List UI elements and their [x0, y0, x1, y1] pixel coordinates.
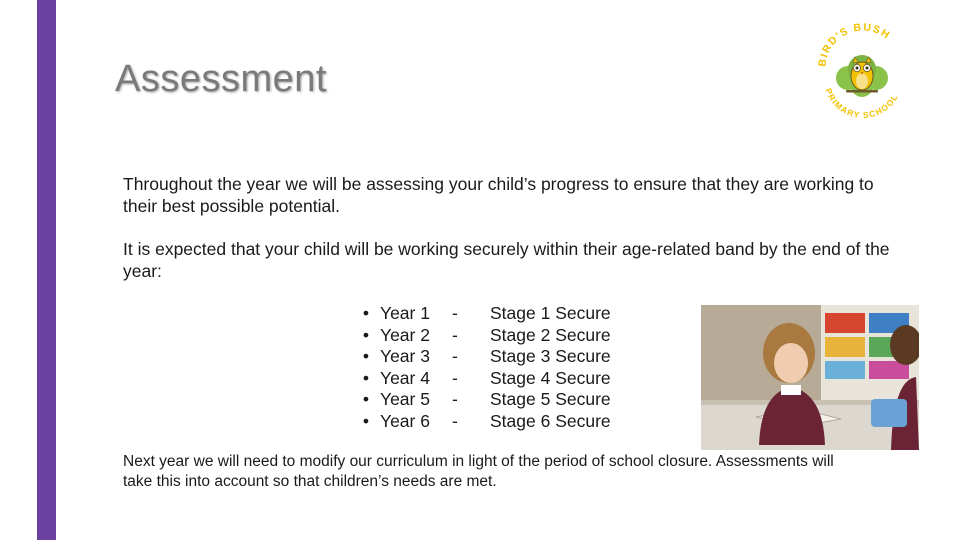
year-label: Year 6 [380, 410, 430, 431]
bullet-icon: • [362, 303, 370, 323]
dash-separator: - [452, 389, 458, 410]
dash-separator: - [452, 346, 458, 367]
stage-label: Stage 3 Secure [490, 346, 611, 367]
intro-paragraph: Throughout the year we will be assessing your child’s progress to ensure that they are working to their best possible potential. [123, 174, 874, 216]
dash-separator: - [452, 303, 458, 323]
list-item [352, 368, 611, 390]
year-label: Year 3 [380, 346, 430, 367]
stage-label: Stage 4 Secure [490, 367, 611, 388]
accent-bar [37, 0, 56, 540]
list-item [352, 389, 611, 411]
year-label: Year 4 [380, 367, 430, 388]
logo-top-text: BIRD'S BUSH [816, 22, 893, 68]
list-item [352, 346, 611, 368]
slide-title: Assessment [115, 58, 327, 100]
dash-separator: - [452, 324, 458, 345]
list-item [352, 303, 611, 325]
school-logo [812, 22, 912, 122]
stage-label: Stage 5 Secure [490, 389, 611, 410]
classroom-photo [701, 305, 919, 450]
stage-label: Stage 2 Secure [490, 324, 611, 345]
year-label: Year 2 [380, 324, 430, 345]
stage-label: Stage 1 Secure [490, 303, 611, 323]
expectation-paragraph: It is expected that your child will be working securely within their age-related band by the end of the year: [123, 239, 890, 281]
bullet-icon: • [362, 410, 370, 431]
stage-label: Stage 6 Secure [490, 410, 611, 431]
dash-separator: - [452, 410, 458, 431]
logo-bottom-text: PRIMARY SCHOOL [823, 86, 901, 121]
bullet-icon: • [362, 367, 370, 388]
list-item [352, 411, 611, 433]
year-label: Year 1 [380, 303, 430, 323]
stage-list [352, 303, 611, 433]
list-item [352, 325, 611, 347]
child-reading-image [701, 305, 919, 450]
dash-separator: - [452, 367, 458, 388]
year-label: Year 5 [380, 389, 430, 410]
bullet-icon: • [362, 346, 370, 367]
closure-note: Next year we will need to modify our curriculum in light of the period of school closure. Assessments will take this into account so that children’s needs are met. [123, 453, 834, 490]
owl-logo-icon [812, 22, 912, 122]
bullet-icon: • [362, 324, 370, 345]
bullet-icon: • [362, 389, 370, 410]
